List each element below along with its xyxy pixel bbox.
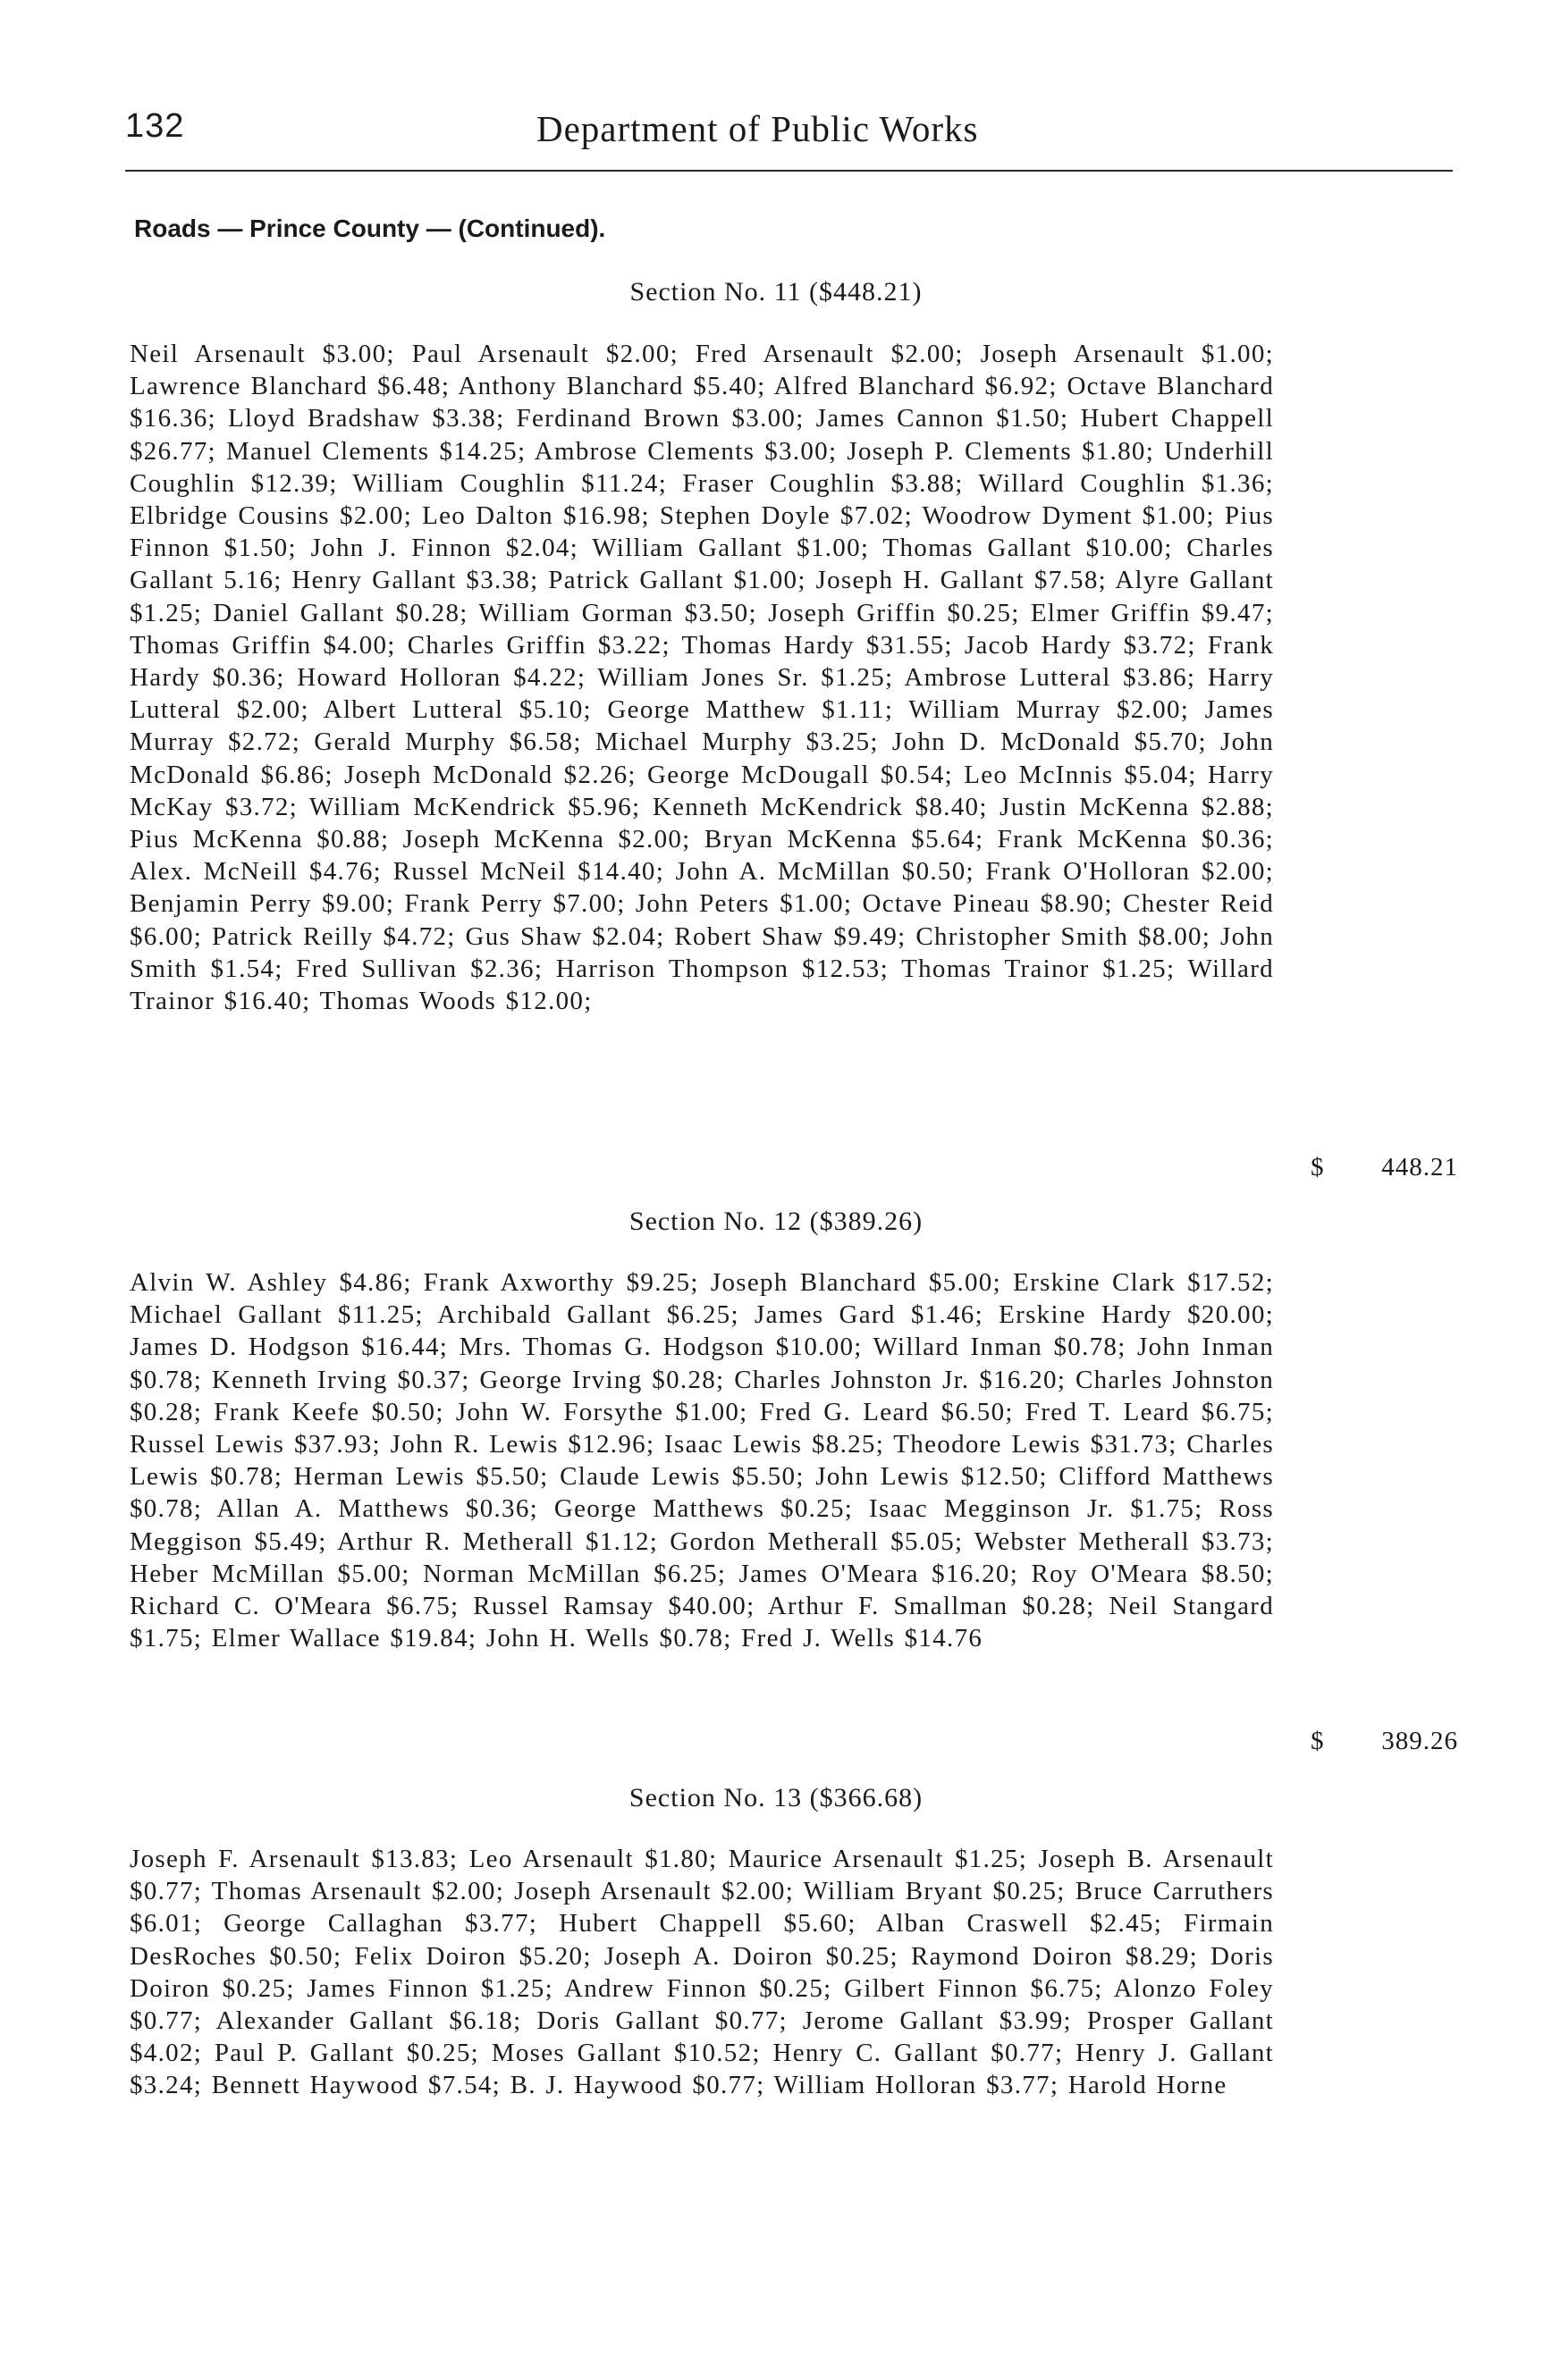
section-body: Alvin W. Ashley $4.86; Frank Axworthy $9.25; Joseph Blanchard $5.00; Erskine Clark $17.52; Michael Gallant $11.25; Archibald Gallant $6.25; James Gard $1.46; Erskine Hardy $20.00; James D. Hodgson $16.44; Mrs. Thomas G. Hodgson $10.00; Willard Inman $0.78; John Inman $0.78; Kenneth Irving $0.37; George Irving $0.28; Charles Johnston Jr. $16.20; Charles Johnston $0.28; Frank Keefe $0.50; John W. Forsythe $1.00; Fred G. Leard $6.50; Fred T. Leard $6.75; Russel Lewis $37.93; John R. Lewis $12.96; Isaac Lewis $8.25; Theodore Lewis $31.73; Charles Lewis $0.78; Herman Lewis $5.50; Claude Lewis $5.50; John Lewis $12.50; Clifford Matthews $0.78; Allan A. Matthews $0.36; George Matthews $0.25; Isaac Megginson Jr. $1.75; Ross Meggison $5.49; Arthur R. Metherall $1.12; Gordon Metherall $5.05; Webster Metherall $3.73; Heber McMillan $5.00; Norman McMillan $6.25; James O'Meara $16.20; Roy O'Meara $8.50; Richard C. O'Meara $6.75; Russel Ramsay $40.00; Arthur F. Smallman $0.28; Neil Stangard $1.75; Elmer Wallace $19.84; John H. Wells $0.78; Fred J. Wells $14.76: [130, 1268, 1274, 1653]
section-total: [1311, 1727, 1458, 1756]
total-amount: 389.26: [1381, 1727, 1458, 1755]
section-body: Joseph F. Arsenault $13.83; Leo Arsenault $1.80; Maurice Arsenault $1.25; Joseph B. Arsenault $0.77; Thomas Arsenault $2.00; Joseph Arsenault $2.00; William Bryant $0.25; Bruce Carruthers $6.01; George Callaghan $3.77; Hubert Chappell $5.60; Alban Craswell $2.45; Firmain DesRoches $0.50; Felix Doiron $5.20; Joseph A. Doiron $0.25; Raymond Doiron $8.29; Doris Doiron $0.25; James Finnon $1.25; Andrew Finnon $0.25; Gilbert Finnon $6.75; Alonzo Foley $0.77; Alexander Gallant $6.18; Doris Gallant $0.77; Jerome Gallant $3.99; Prosper Gallant $4.02; Paul P. Gallant $0.25; Moses Gallant $10.52; Henry C. Gallant $0.77; Henry J. Gallant $3.24; Bennett Haywood $7.54; B. J. Haywood $0.77; William Holloran $3.77; Harold Horne: [130, 1845, 1274, 2100]
section-total: [1311, 1153, 1458, 1182]
section-heading: Section No. 12 ($389.26): [628, 1207, 924, 1236]
total-currency-symbol: $: [1311, 1727, 1325, 1755]
page-number: 132: [125, 107, 185, 145]
running-title: Department of Public Works: [536, 108, 979, 149]
header-rule: [125, 170, 1453, 172]
section-body: Neil Arsenault $3.00; Paul Arsenault $2.00; Fred Arsenault $2.00; Joseph Arsenault $1.00; Lawrence Blanchard $6.48; Anthony Blanchard $5.40; Alfred Blanchard $6.92; Octave Blanchard $16.36; Lloyd Bradshaw $3.38; Ferdinand Brown $3.00; James Cannon $1.50; Hubert Chappell $26.77; Manuel Clements $14.25; Ambrose Clements $3.00; Joseph P. Clements $1.80; Underhill Coughlin $12.39; William Coughlin $11.24; Fraser Coughlin $3.88; Willard Coughlin $1.36; Elbridge Cousins $2.00; Leo Dalton $16.98; Stephen Doyle $7.02; Woodrow Dyment $1.00; Pius Finnon $1.50; John J. Finnon $2.04; William Gallant $1.00; Thomas Gallant $10.00; Charles Gallant 5.16; Henry Gallant $3.38; Patrick Gallant $1.00; Joseph H. Gallant $7.58; Alyre Gallant $1.25; Daniel Gallant $0.28; William Gorman $3.50; Joseph Griffin $0.25; Elmer Griffin $9.47; Thomas Griffin $4.00; Charles Griffin $3.22; Thomas Hardy $31.55; Jacob Hardy $3.72; Frank Hardy $0.36; Howard Holloran $4.22; William Jones Sr. $1.25; Ambrose Lutteral $3.86; Harry Lutteral $2.00; Albert Lutteral $5.10; George Matthew $1.11; William Murray $2.00; James Murray $2.72; Gerald Murphy $6.58; Michael Murphy $3.25; John D. McDonald $5.70; John McDonald $6.86; Joseph McDonald $2.26; George McDougall $0.54; Leo McInnis $5.04; Harry McKay $3.72; William McKendrick $5.96; Kenneth McKendrick $8.40; Justin McKenna $2.88; Pius McKenna $0.88; Joseph McKenna $2.00; Bryan McKenna $5.64; Frank McKenna $0.36; Alex. McNeill $4.76; Russel McNeil $14.40; John A. McMillan $0.50; Frank O'Holloran $2.00; Benjamin Perry $9.00; Frank Perry $7.00; John Peters $1.00; Octave Pineau $8.90; Chester Reid $6.00; Patrick Reilly $4.72; Gus Shaw $2.04; Robert Shaw $9.49; Christopher Smith $8.00; John Smith $1.54; Fred Sullivan $2.36; Harrison Thompson $12.53; Thomas Trainor $1.25; Willard Trainor $16.40; Thomas Woods $12.00;: [130, 340, 1274, 1016]
continued-heading: Roads — Prince County — (Continued).: [134, 214, 606, 242]
section-heading: Section No. 11 ($448.21): [629, 277, 923, 307]
total-currency-symbol: $: [1311, 1153, 1325, 1182]
total-amount: 448.21: [1381, 1153, 1458, 1182]
section-heading: Section No. 13 ($366.68): [628, 1783, 924, 1812]
